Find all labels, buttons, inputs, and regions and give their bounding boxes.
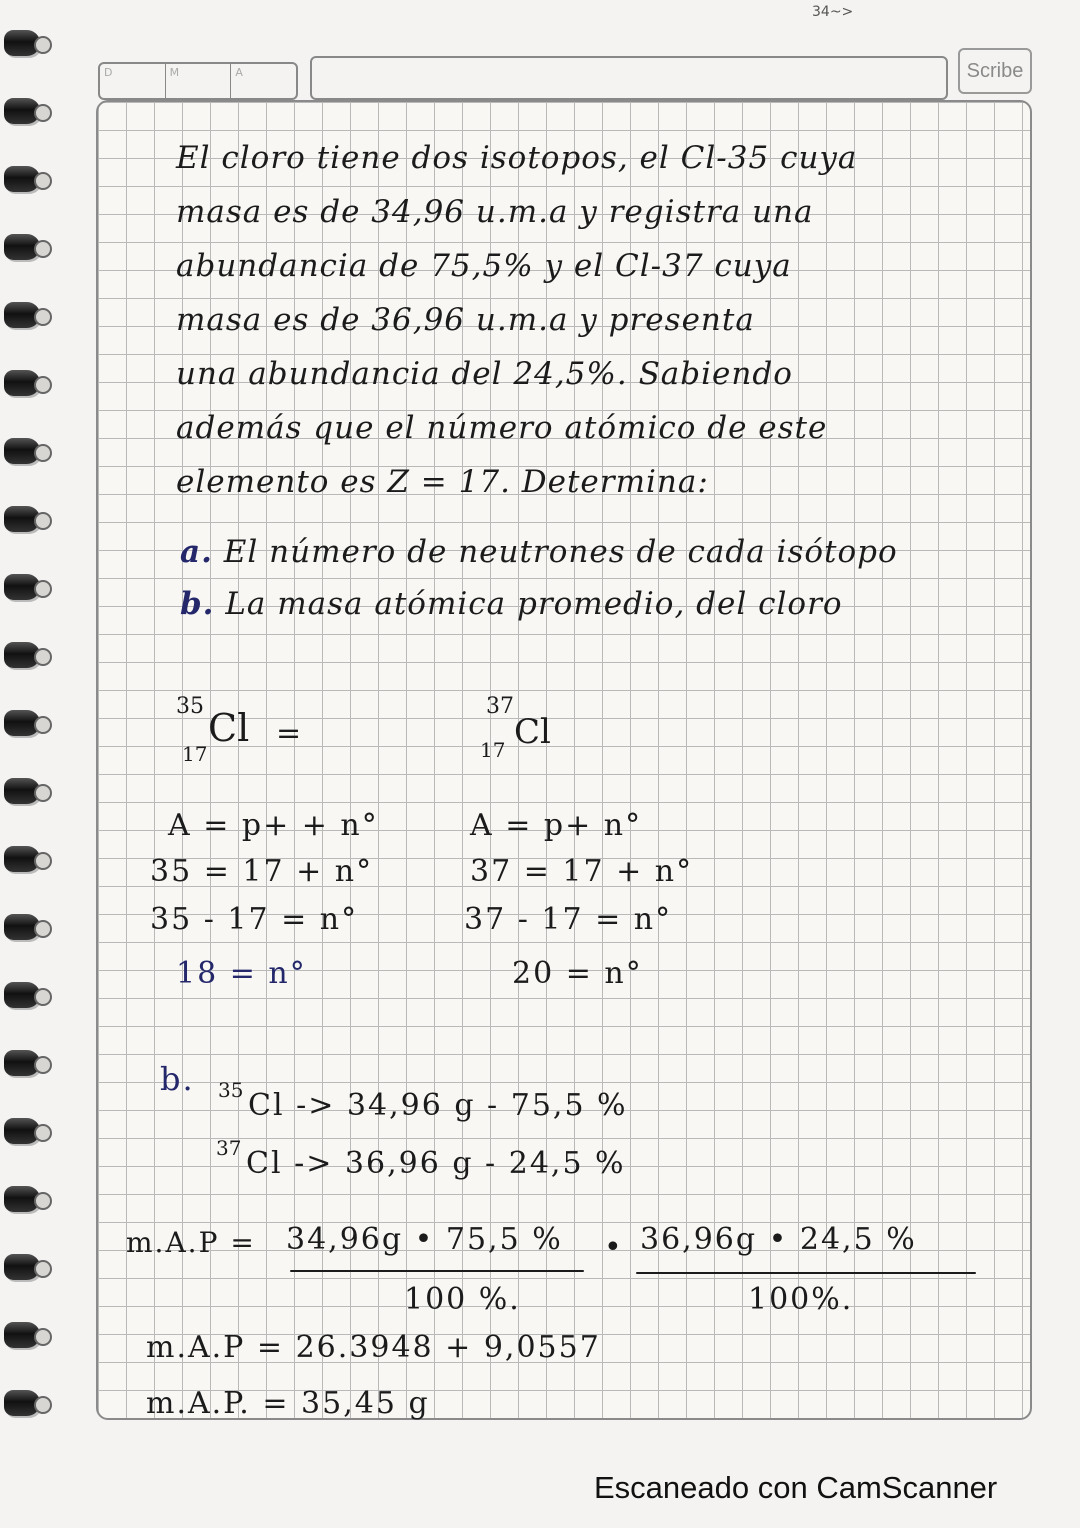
top-scribble: 34~>	[812, 4, 854, 20]
date-cell-day: D	[100, 64, 166, 98]
map-line-3: m.A.P. = 35,45 g	[146, 1386, 430, 1421]
fraction-operator: •	[604, 1230, 624, 1265]
spiral-coil	[4, 438, 40, 464]
problem-line-2: masa es de 34,96 u.m.a y registra una	[176, 194, 814, 230]
map-label: m.A.P =	[126, 1226, 256, 1259]
date-box	[98, 62, 298, 100]
fraction-2-numerator: 36,96g • 24,5 %	[640, 1222, 917, 1257]
map-line-2: m.A.P = 26.3948 + 9,0557	[146, 1330, 601, 1365]
title-box	[310, 56, 948, 100]
right-step-4: 20 = n°	[512, 956, 643, 991]
spiral-coil	[4, 1254, 40, 1280]
fraction-1-denominator: 100 %.	[404, 1282, 521, 1317]
question-b-label: b.	[180, 586, 215, 622]
right-step-1: A = p+ n°	[470, 808, 643, 843]
iso2-mass: 37	[486, 694, 514, 719]
question-a-text: El número de neutrones de cada isótopo	[223, 534, 898, 570]
left-step-2: 35 = 17 + n°	[150, 854, 374, 889]
camscanner-watermark: Escaneado con CamScanner	[594, 1470, 998, 1505]
spiral-coil	[4, 506, 40, 532]
fraction-1-line	[290, 1270, 584, 1272]
iso1-trail: =	[276, 716, 302, 751]
left-step-1: A = p+ + n°	[168, 808, 379, 843]
iso1-mass: 35	[176, 694, 204, 719]
spiral-coil	[4, 914, 40, 940]
spiral-coil	[4, 1186, 40, 1212]
question-b	[180, 586, 843, 622]
spiral-coil	[4, 370, 40, 396]
right-step-2: 37 = 17 + n°	[470, 854, 694, 889]
fraction-2-line	[636, 1272, 976, 1274]
problem-line-6: además que el número atómico de este	[176, 410, 828, 446]
spiral-coil	[4, 166, 40, 192]
part-b-row2: Cl -> 36,96 g - 24,5 %	[246, 1146, 626, 1181]
question-a-label: a.	[180, 534, 213, 570]
part-b-label: b.	[160, 1060, 195, 1098]
iso2-z: 17	[480, 738, 506, 762]
spiral-coil	[4, 846, 40, 872]
part-b-row2-mass: 37	[216, 1136, 242, 1160]
question-b-text: La masa atómica promedio, del cloro	[225, 586, 843, 622]
spiral-coil	[4, 982, 40, 1008]
spiral-coil	[4, 642, 40, 668]
spiral-coil	[4, 710, 40, 736]
iso1-symbol: Cl	[208, 706, 250, 750]
spiral-coil	[4, 1050, 40, 1076]
spiral-coil	[4, 1390, 40, 1416]
date-cell-year: A	[235, 66, 243, 79]
problem-line-1: El cloro tiene dos isotopos, el Cl-35 cuya	[176, 140, 858, 176]
spiral-binding	[0, 30, 60, 1460]
problem-line-3: abundancia de 75,5% y el Cl-37 cuya	[176, 248, 792, 284]
problem-line-5: una abundancia del 24,5%. Sabiendo	[176, 356, 793, 392]
spiral-coil	[4, 30, 40, 56]
spiral-coil	[4, 1118, 40, 1144]
left-step-4: 18 = n°	[176, 956, 307, 991]
spiral-coil	[4, 302, 40, 328]
brand-logo: Scribe	[958, 48, 1032, 94]
iso1-z: 17	[182, 742, 208, 766]
problem-line-4: masa es de 36,96 u.m.a y presenta	[176, 302, 755, 338]
spiral-coil	[4, 234, 40, 260]
part-b-row1: Cl -> 34,96 g - 75,5 %	[248, 1088, 628, 1123]
fraction-2-denominator: 100%.	[748, 1282, 854, 1317]
spiral-coil	[4, 574, 40, 600]
question-a	[180, 534, 898, 570]
part-b-row1-mass: 35	[218, 1078, 244, 1102]
spiral-coil	[4, 778, 40, 804]
left-step-3: 35 - 17 = n°	[150, 902, 359, 937]
iso2-symbol: Cl	[514, 712, 551, 752]
spiral-coil	[4, 1322, 40, 1348]
problem-line-7: elemento es Z = 17. Determina:	[176, 464, 709, 500]
date-cell-month: M	[166, 64, 232, 98]
spiral-coil	[4, 98, 40, 124]
right-step-3: 37 - 17 = n°	[464, 902, 673, 937]
fraction-1-numerator: 34,96g • 75,5 %	[286, 1222, 563, 1257]
